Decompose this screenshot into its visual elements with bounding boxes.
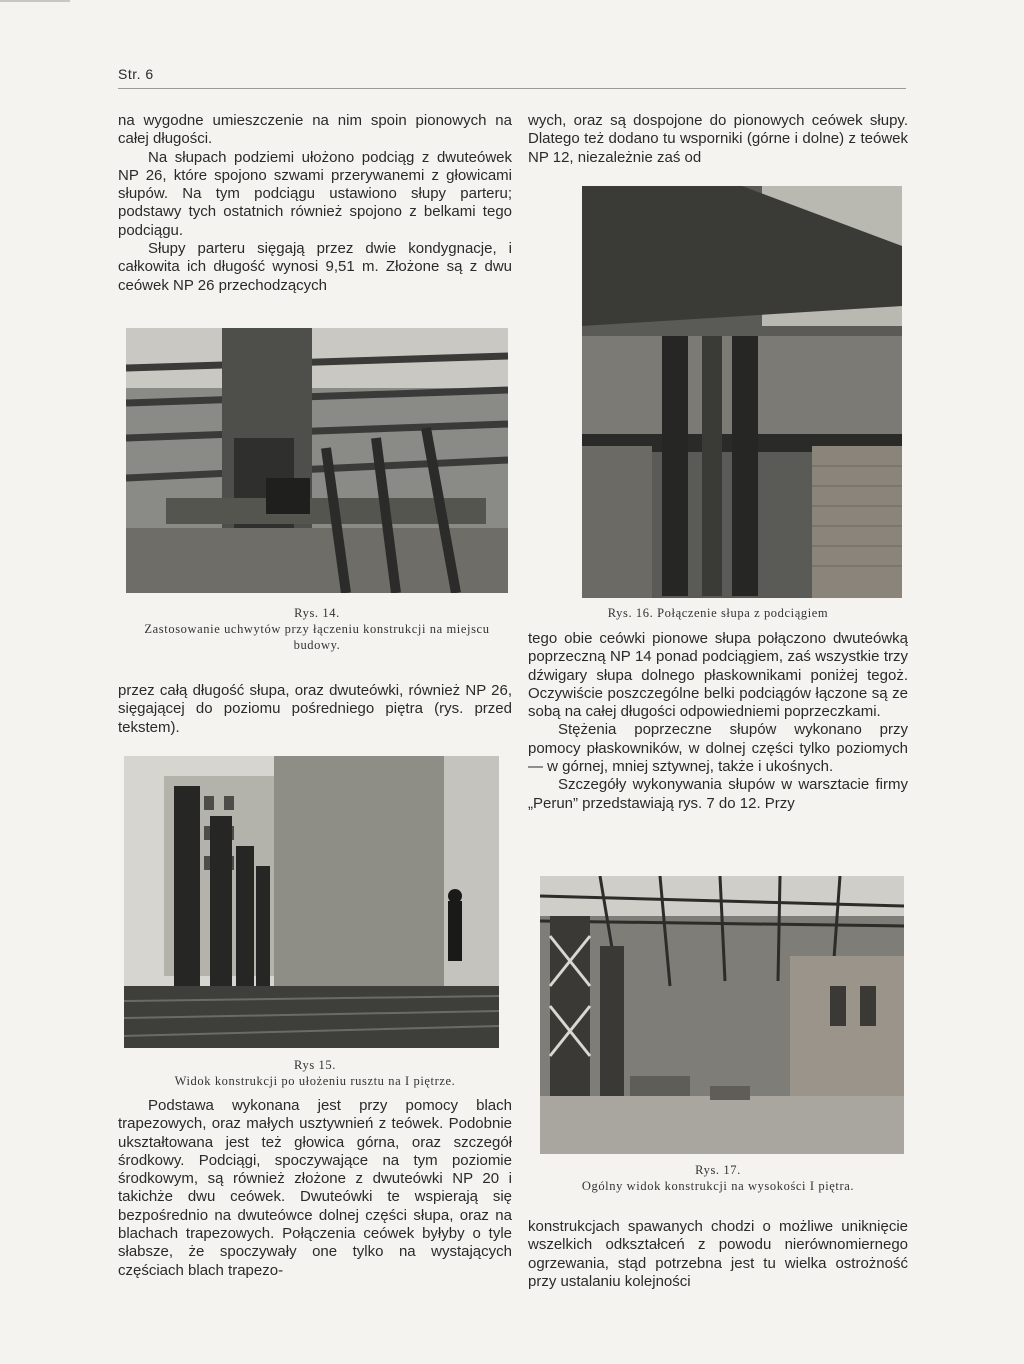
figure-15-photo (124, 756, 499, 1048)
figure-16-caption (528, 605, 908, 621)
figure-14-photo (126, 328, 508, 593)
figure-17-caption (528, 1162, 908, 1194)
scan-edge-mark (0, 0, 70, 2)
right-para-1: wych, oraz są dospojone do pionowych ceówek słupy. Dlatego też dodano tu wsporniki (górne i dolne) z teówek NP 12, niezależnie zaś od (528, 112, 908, 166)
figure-17-number: Rys. 17. (695, 1163, 741, 1177)
figure-15-caption (118, 1057, 512, 1089)
left-para-2: Na słupach podziemi ułożono podciąg z dwuteówek NP 26, które spojono szwami przerywanemi z głowicami słupów. Na tym podciągu ustawiono słupy parteru; podstawy tych ostatnich również spojono z belkami tego podciągu. (118, 148, 512, 239)
left-text-bottom (118, 1097, 512, 1280)
right-text-top (528, 112, 908, 167)
figure-17-caption-text: Ogólny widok konstrukcji na wysokości I piętra. (581, 1179, 855, 1193)
figure-16-caption-text: Połączenie słupa z podciągiem (657, 606, 829, 620)
figure-14-caption-text: Zastosowanie uchwytów przy łączeniu konstrukcji na miejscu budowy. (144, 622, 490, 652)
left-text-top (118, 112, 512, 295)
page-number: Str. 6 (118, 66, 154, 82)
left-para-3: Słupy parteru sięgają przez dwie kondygnacje, i całkowita ich długość wynosi 9,51 m. Złożone są z dwu ceówek NP 26 przechodzących (118, 240, 512, 294)
right-text-middle (528, 630, 908, 813)
right-para-5: konstrukcjach spawanych chodzi o możliwe uniknięcie wszelkich odkształceń z powodu nierównomiernego ogrzewania, stąd potrzebna jest tu wielka ostrożność przy ustalaniu kolejności (528, 1218, 908, 1290)
header-rule (118, 88, 906, 89)
left-para-4: przez całą długość słupa, oraz dwuteówki, również NP 26, sięgającej do poziomu pośredniego piętra (rys. przed tekstem). (118, 682, 512, 736)
left-text-middle (118, 682, 512, 737)
right-para-4: Szczegóły wykonywania słupów w warsztacie firmy „Perun” przedstawiają rys. 7 do 12. Przy (528, 776, 908, 812)
left-para-1: na wygodne umieszczenie na nim spoin pionowych na całej długości. (118, 112, 512, 148)
figure-16-number: Rys. 16. (607, 606, 654, 620)
figure-17-photo (540, 876, 904, 1154)
figure-16-photo (582, 186, 902, 598)
right-para-3: Stężenia poprzeczne słupów wykonano przy pomocy płaskowników, w dolnej części tylko poziomych — w górnej, mniej sztywnej, także i ukośnych. (528, 721, 908, 776)
figure-14-number: Rys. 14. (294, 606, 340, 620)
figure-15-caption-text: Widok konstrukcji po ułożeniu rusztu na I piętrze. (174, 1074, 456, 1088)
right-text-bottom (528, 1218, 908, 1291)
figure-14-caption (126, 605, 508, 653)
right-para-2: tego obie ceówki pionowe słupa połączono dwuteówką poprzeczną NP 14 ponad podciągiem, zaś wszystkie trzy dźwigary słupa dolnego płaskownikami poniżej tegoż. Oczywiście poszczególne belki podciągów łączone są ze sobą na całej długości odpowiedniemi poprzeczkami. (528, 630, 908, 721)
left-para-5: Podstawa wykonana jest przy pomocy blach trapezowych, oraz małych usztywnień z teówek. Podobnie ukształtowana jest też głowica górna, oraz szczegół środkowy. Podciągi, spoczywające na tym poziomie środkowym, są również złożone z dwuteówki NP 20 i takichże dwu ceówek. Dwuteówki te wspierają się bezpośrednio na dwuteówce dolnej części słupa, oraz na blachach trapezowych. Połączenia ceówek byłyby o tyle słabsze, że spoczywały one tylko na wystających częściach blach trapezo- (118, 1097, 512, 1279)
figure-15-number: Rys 15. (294, 1058, 336, 1072)
